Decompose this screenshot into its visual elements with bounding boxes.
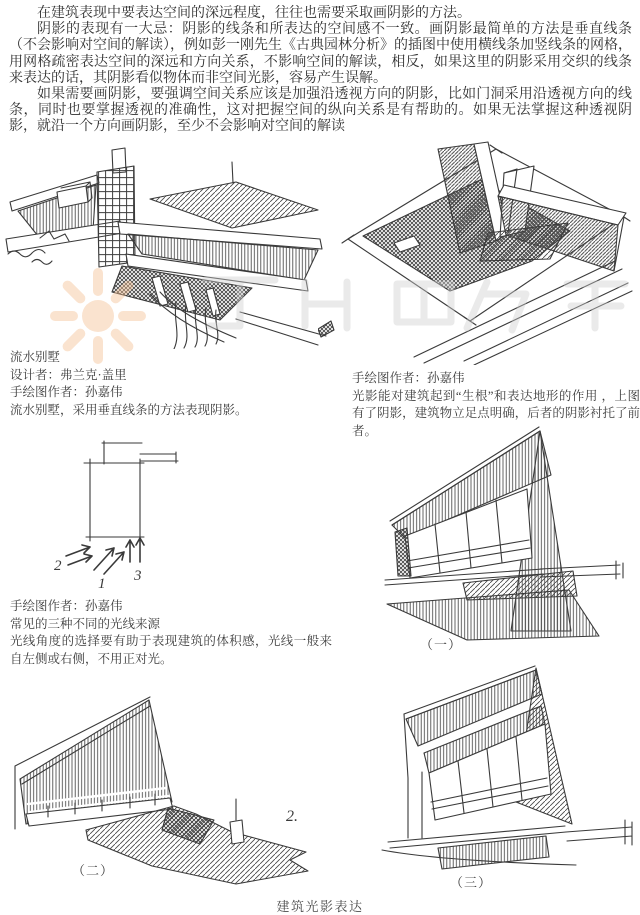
caption-line: 流水别墅，采用垂直线条的方法表现阴影。 <box>10 402 248 417</box>
figure-label-two: （二） <box>72 863 115 878</box>
page-footer-caption: 建筑光影表达 <box>276 899 364 914</box>
caption-line: 光线角度的选择要有助于表现建筑的体积感，光线一般来自左侧或右侧，不用正对光。 <box>10 634 332 666</box>
caption-line: 手绘图作者：孙嘉伟 <box>10 599 123 613</box>
intro-paragraph: 在建筑表现中要表达空间的深远程度，往往也需要采取画阴影的方法。 <box>37 6 471 21</box>
light-arrow-label-3: 3 <box>134 568 142 584</box>
light-arrow-label-2: 2 <box>54 558 62 574</box>
light-arrow-label-1: 1 <box>98 576 106 592</box>
caption-line: 手绘图作者：孙嘉伟 <box>352 371 465 385</box>
handwritten-note-2: 2. <box>286 808 298 825</box>
caption-line: 常见的三种不同的光线来源 <box>10 616 161 631</box>
fallingwater-caption <box>10 349 310 419</box>
monument-sketch <box>318 133 640 365</box>
figure-label-three: （三） <box>450 875 493 890</box>
building-sketch-one <box>335 418 640 650</box>
caption-line: 手绘图作者：孙嘉伟 <box>10 385 123 399</box>
building-sketch-three <box>330 656 640 891</box>
caption-line: 流水别墅 <box>10 350 61 364</box>
intro-paragraph: 如果需要画阴影，要强调空间关系应该是加强沿透视方向的阴影，比如门洞采用沿透视方向的线条，同时也要掌握透视的准确性，这对把握空间的纵向关系是有帮助的。如果无法掌握这种透视阴影，就沿一个方向画阴影，至少不会影响对空间的解读 <box>9 87 632 135</box>
caption-line: 光影能对建筑起到“生根”和表达地形的作用 ，上图有了阴影，建筑物立足点明确，后者的阴影衬托了前者。 <box>352 388 640 438</box>
caption-line: 设计者：弗兰克·盖里 <box>10 367 127 382</box>
intro-text <box>9 6 632 136</box>
intro-paragraph: 阴影的表现有一大忌：阴影的线条和所表达的空间感不一致。画阴影最简单的方法是垂直线条（不会影响对空间的解读），例如彭一刚先生《古典园林分析》的插图中使用横线条加竖线条的网格，用网格疏密表达空间的深远和方向关系，不影响空间的解读，相反，如果这里的阴影采用交织的线条来表达的话，其阴影看似物体而非空间光影，容易产生误解。 <box>9 22 632 86</box>
light-sources-diagram <box>38 428 223 596</box>
fallingwater-sketch <box>0 142 330 349</box>
building-sketch-two <box>0 694 330 892</box>
figure-label-one: （一） <box>420 637 463 652</box>
light-sources-caption <box>10 598 332 668</box>
